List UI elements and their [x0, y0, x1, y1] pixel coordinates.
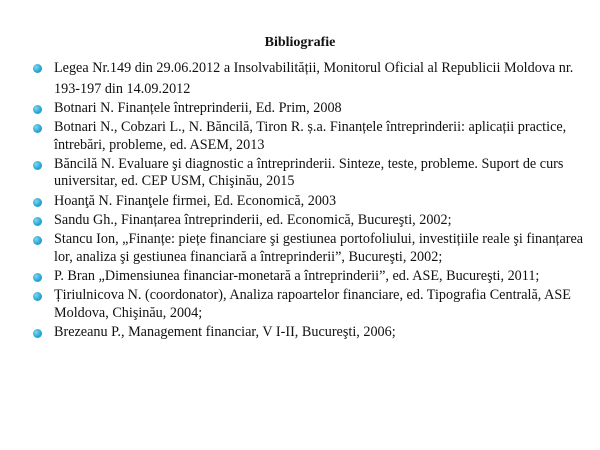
list-item-text: Hoanţă N. Finanţele firmei, Ed. Economică, 2003 — [54, 192, 337, 209]
list-item — [30, 287, 585, 321]
list-item — [30, 100, 585, 117]
bullet-icon — [33, 292, 42, 301]
bullet-icon — [33, 124, 42, 133]
list-item-text: Țiriulnicova N. (coordonator), Analiza rapoartelor financiare, ed. Tipografia Centrală, ASE Moldova, Chişinău, 2004; — [54, 287, 571, 321]
list-item — [30, 193, 585, 210]
list-item-text: Sandu Gh., Finanțarea întreprinderii, ed. Economică, Bucureşti, 2002; — [54, 211, 452, 228]
bullet-icon — [33, 64, 42, 73]
list-item-text: Stancu Ion, „Finanțe: piețe financiare şi gestiunea portofoliului, investițiile reale şi finanțarea lor, analiza şi gestiunea financiară a întreprinderii”, Bucureşti, 2002; — [54, 231, 584, 265]
list-item — [30, 58, 585, 100]
bullet-icon — [33, 329, 42, 338]
bullet-icon — [33, 161, 42, 170]
list-item-text: Botnari N. Finanțele întreprinderii, Ed. Prim, 2008 — [54, 100, 342, 116]
list-item — [30, 156, 585, 190]
list-item-text: P. Bran „Dimensiunea financiar-monetară a întreprinderii”, ed. ASE, Bucureşti, 2011; — [54, 267, 540, 284]
list-item-text: Brezeanu P., Management financiar, V I-II, Bucureşti, 2006; — [54, 323, 396, 340]
list-item-text: Botnari N., Cobzari L., N. Băncilă, Tiron R. ș.a. Finanțele întreprinderii: aplicații practice, întrebări, probleme, ed. ASEM, 2013 — [54, 119, 567, 153]
list-item — [30, 119, 585, 153]
bullet-icon — [33, 217, 42, 226]
list-item — [30, 231, 585, 265]
bullet-icon — [33, 198, 42, 207]
list-item-text: Legea Nr.149 din 29.06.2012 a Insolvabilității, Monitorul Oficial al Republicii Moldova nr. 193-197 din 14.09.2012 — [54, 60, 574, 97]
list-item — [30, 212, 585, 229]
slide-title: Bibliografie — [264, 35, 336, 50]
list-item — [30, 268, 585, 285]
bibliography-list — [30, 58, 585, 343]
bullet-icon — [33, 105, 42, 114]
bullet-icon — [33, 236, 42, 245]
list-item — [30, 324, 585, 341]
bullet-icon — [33, 273, 42, 282]
list-item-text: Băncilă N. Evaluare şi diagnostic a întreprinderii. Sinteze, teste, probleme. Suport de curs universitar, ed. CEP USM, Chişinău, 2015 — [54, 155, 564, 190]
